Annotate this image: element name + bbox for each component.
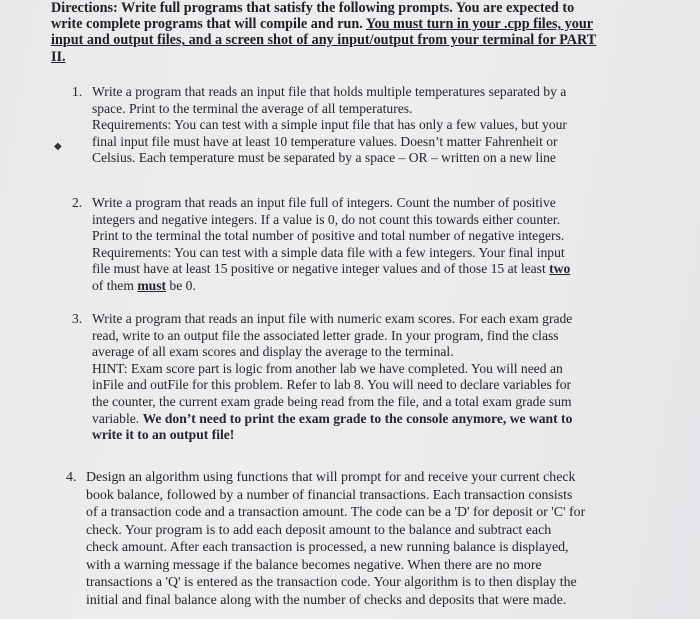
item-line: Requirements: You can test with a simple data file with a few integers. Your final input <box>92 244 565 260</box>
item-line <box>92 411 572 428</box>
item-line: final input file must have at least 10 temperature values. Doesn’t matter Fahrenheit or <box>92 133 558 149</box>
item-line: book balance, followed by a number of financial transactions. Each transaction consists <box>86 487 573 503</box>
item-line: Write a program that reads an input file full of integers. Count the number of positive <box>92 195 556 210</box>
item-line: Print to the terminal the total number of positive and total number of negative integers. <box>92 228 565 244</box>
item-line: write it to an output file! <box>92 427 235 443</box>
item-line: check. Your program is to add each deposit amount to the balance and subtract each <box>86 522 552 538</box>
directions-paragraph <box>51 0 611 65</box>
item-line-text: file must have at least 15 positive or negative integer values and of those 15 at least <box>92 261 546 277</box>
directions-line-3: input and output files, and a screen shot of any input/output from your terminal for PART <box>51 32 597 49</box>
item-line-text: variable. <box>92 410 143 426</box>
item-line <box>92 278 570 295</box>
item-line: Requirements: You can test with a simple input file that has only a few values, but your <box>92 117 567 133</box>
item-line: average of all exam scores and display the average to the terminal. <box>92 344 454 360</box>
prompt-item-1 <box>72 84 567 167</box>
prompt-item-3 <box>72 311 573 444</box>
item-number: 4. <box>66 470 77 485</box>
item-line-text: be 0. <box>166 277 196 293</box>
prompt-item-2 <box>72 195 571 295</box>
emphasis-console: We don’t need to print the exam grade to the console anymore, we want to <box>142 410 573 426</box>
emphasis-must: must <box>137 277 167 293</box>
item-line: with a warning message if the balance becomes negative. When there are no more <box>86 557 542 573</box>
item-line-text: of them <box>92 277 138 293</box>
directions-line-2-plain: write complete programs that will compile and run. <box>51 16 366 33</box>
directions-line-2-underlined: You must turn in your .cpp files, your <box>365 16 594 33</box>
emphasis-two: two <box>549 261 571 277</box>
item-number: 2. <box>72 195 83 210</box>
item-line: initial and final balance along with the number of checks and deposits that were made. <box>86 592 567 608</box>
item-line: read, write to an output file the associated letter grade. In your program, find the class <box>92 327 559 343</box>
item-line: space. Print to the terminal the average of all temperatures. <box>92 100 413 116</box>
item-line: Design an algorithm using functions that will prompt for and receive your current check <box>86 470 576 485</box>
directions-line-1: Directions: Write full programs that satisfy the following prompts. You are expected to <box>51 0 575 16</box>
item-number: 1. <box>72 84 83 99</box>
item-line <box>92 261 570 278</box>
item-number: 3. <box>72 311 83 326</box>
item-line: Celsius. Each temperature must be separated by a space – OR – written on a new line <box>92 150 556 166</box>
item-line: integers and negative integers. If a value is 0, do not count this towards either counter. <box>92 211 561 227</box>
item-line: Write a program that reads an input file with numeric exam scores. For each exam grade <box>92 311 573 326</box>
item-line: check amount. After each transaction is processed, a new running balance is displayed, <box>86 540 569 555</box>
item-line: the counter, the current exam grade being read from the file, and a total exam grade sum <box>92 393 572 409</box>
item-line: HINT: Exam score part is logic from another lab we have completed. You will need an <box>92 360 563 376</box>
margin-bullet: ◆ <box>54 141 62 152</box>
prompt-item-4 <box>66 469 586 609</box>
item-line: Write a program that reads an input file that holds multiple temperatures separated by a <box>92 84 567 99</box>
item-line: transactions a 'Q' is entered as the transaction code. Your algorithm is to then display the <box>86 575 577 590</box>
directions-line-2 <box>51 16 611 32</box>
item-line: of a transaction code and a transaction amount. The code can be a 'D' for deposit or 'C' for <box>86 505 586 520</box>
directions-line-4: II. <box>51 48 66 65</box>
item-line: inFile and outFile for this problem. Refer to lab 8. You will need to declare variables for <box>92 377 572 393</box>
